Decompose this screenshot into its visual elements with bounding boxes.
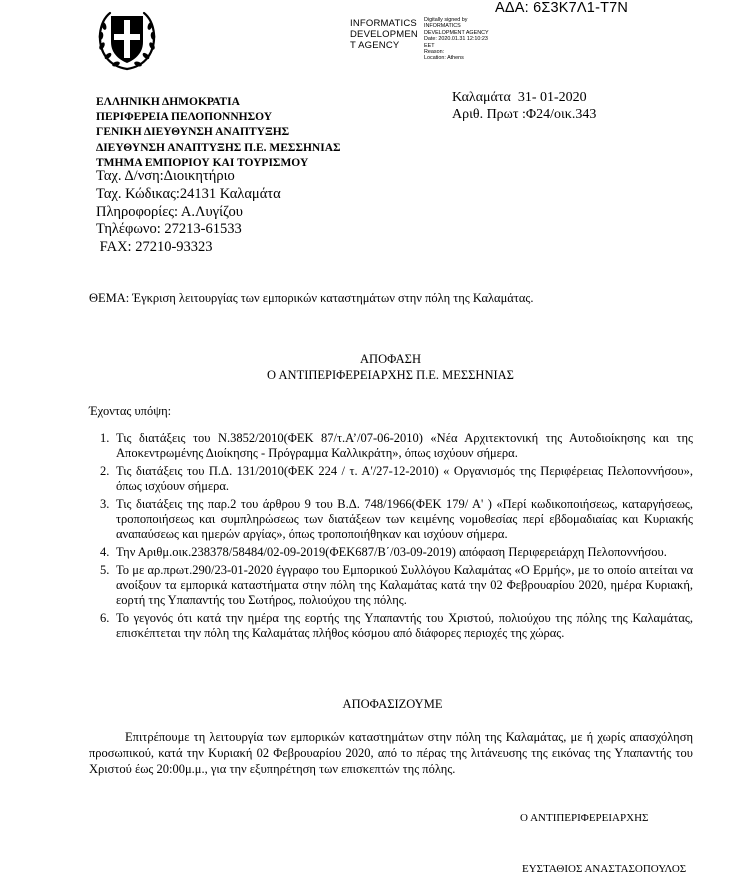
contact-line: Πληροφορίες: Α.Λυγίζου <box>96 203 243 220</box>
list-item <box>89 497 693 542</box>
list-item-number: 4. <box>100 545 110 559</box>
list-item <box>89 464 693 494</box>
greek-coat-of-arms-icon <box>96 8 158 72</box>
list-item-text: Το με αρ.πρωτ.290/23-01-2020 έγγραφο του Εμπορικού Συλλόγου Καλαμάτας «Ο Ερμής», με το οποίο αιτείται να ανοίξουν τα εμπορικά καταστήματα στην πόλη της Καλαμάτας κατά την 02 Φεβρουαρίου 2020, ημέρα Κυριακή, εορτή της Υπαπαντής του Σωτήρος, πολιούχου της πόλης. <box>116 563 693 607</box>
issuer-line: ΔΙΕΥΘΥΝΣΗ ΑΝΑΠΤΥΞΗΣ Π.Ε. ΜΕΣΣΗΝΙΑΣ <box>96 141 341 154</box>
protocol-number: Αριθ. Πρωτ :Φ24/οικ.343 <box>452 107 597 122</box>
list-item-text: Τις διατάξεις του Ν.3852/2010(ΦΕΚ 87/τ.Α’/07-06-2010) «Νέα Αρχιτεκτονική της Αυτοδιοίκησης και της Αποκεντρωμένης Διοίκησης - Πρόγραμμα Καλλικράτη», όπως ισχύουν σήμερα. <box>116 431 693 460</box>
list-item-number: 2. <box>100 464 110 478</box>
list-item <box>89 545 693 560</box>
signer-title: Ο ΑΝΤΙΠΕΡΙΦΕΡΕΙΑΡΧΗΣ <box>520 812 649 824</box>
contact-line: FAX: 27210-93323 <box>96 239 213 256</box>
list-item <box>89 611 693 641</box>
list-item <box>89 563 693 608</box>
signature-detail-line: Location: Athens <box>424 55 464 62</box>
contact-block <box>96 168 281 257</box>
list-item-number: 1. <box>100 431 110 445</box>
subject-line: ΘΕΜΑ: Έγκριση λειτουργίας των εμπορικών καταστημάτων στην πόλη της Καλαμάτας. <box>89 291 534 305</box>
signature-detail-line: Date: 2020.01.31 12:10:23 <box>424 36 488 43</box>
list-item-number: 3. <box>100 497 110 511</box>
list-item-text: Τις διατάξεις της παρ.2 του άρθρου 9 του Β.Δ. 748/1966(ΦΕΚ 179/ Α' ) «Περί κωδικοποιήσεως, καταργήσεως, τροποποιήσεως και συμπληρώσεως των διατάξεων των κειμένης νομοθεσίας περί εβδομαδιαίας και Κυριακής αναπαύσεως και ημερών αργίας», όπως τροποποιήθηκαν και ισχύουν σήμερα. <box>116 497 693 541</box>
list-item <box>89 431 693 461</box>
place-date: Καλαμάτα 31- 01-2020 <box>452 90 587 105</box>
issuer-line: ΕΛΛΗΝΙΚΗ ΔΗΜΟΚΡΑΤΙΑ <box>96 96 240 108</box>
considering-label: Έχοντας υπόψη: <box>89 404 172 418</box>
signature-detail-line: EET <box>424 42 435 49</box>
place-and-protocol <box>452 89 596 123</box>
considerations-list <box>89 431 693 644</box>
signature-detail-line: INFORMATICS <box>424 23 461 30</box>
signature-detail-line: Reason: <box>424 49 445 56</box>
ada-code: ΑΔΑ: 6Σ3Κ7Λ1-Τ7Ν <box>495 0 629 16</box>
signature-details <box>424 17 489 62</box>
issuer-line: ΤΜΗΜΑ ΕΜΠΟΡΙΟΥ ΚΑΙ ΤΟΥΡΙΣΜΟΥ <box>96 156 309 169</box>
list-item-number: 5. <box>100 563 110 577</box>
list-item-text: Την Αριθμ.οικ.238378/58484/02-09-2019(ΦΕΚ687/Β΄/03-09-2019) απόφαση Περιφερειάρχη Πελοποννήσου. <box>116 545 667 559</box>
issuer-line: ΓΕΝΙΚΗ ΔΙΕΥΘΥΝΣΗ ΑΝΑΠΤΥΞΗΣ <box>96 126 290 139</box>
list-item-text: Τις διατάξεις του Π.Δ. 131/2010(ΦΕΚ 224 / τ. Α'/27-12-2010) « Οργανισμός της Περιφέρειας Πελοποννήσου», όπως ισχύουν σήμερα. <box>116 464 693 493</box>
signature-org-line: INFORMATICS <box>350 18 417 29</box>
list-item-text: Το γεγονός ότι κατά την ημέρα της εορτής της Υπαπαντής του Χριστού, πολιούχου της πόλης της Καλαμάτας, επισκέπτεται την πόλη της Καλαμάτας πλήθος κόσμου από διάφορες περιοχές της χώρας. <box>116 611 693 640</box>
signer-name: ΕΥΣΤΑΘΙΟΣ ΑΝΑΣΤΑΣΟΠΟΥΛΟΣ <box>522 863 687 875</box>
decide-heading-text: ΑΠΟΦΑΣΙΖΟΥΜΕ <box>342 697 443 711</box>
contact-line: Ταχ. Δ/νση:Διοικητήριο <box>96 168 235 184</box>
issuer-block <box>96 95 341 171</box>
signature-org-line: DEVELOPMEN <box>350 29 418 40</box>
signature-detail-line: Digitally signed by <box>424 17 468 23</box>
signature-detail-line: DEVELOPMENT AGENCY <box>424 29 489 36</box>
decide-heading <box>0 697 741 712</box>
list-item-number: 6. <box>100 611 110 625</box>
contact-line: Τηλέφωνο: 27213-61533 <box>96 221 242 238</box>
decision-authority: Ο ΑΝΤΙΠΕΡΙΦΕΡΕΙΑΡΧΗΣ Π.Ε. ΜΕΣΣΗΝΙΑΣ <box>267 368 514 382</box>
decision-title: ΑΠΟΦΑΣΗ <box>360 352 421 366</box>
contact-line: Ταχ. Κώδικας:24131 Καλαμάτα <box>96 185 281 202</box>
signature-org-line: T AGENCY <box>350 40 400 51</box>
signature-organization <box>350 18 418 51</box>
decision-heading <box>0 351 741 383</box>
decision-text: Επιτρέπουμε τη λειτουργία των εμπορικών καταστημάτων στην πόλη της Καλαμάτας, με ή χωρίς απασχόληση προσωπικού, κατά την Κυριακή 02 Φεβρουαρίου 2020, από το πέρας της λιτάνευσης της εικόνας της Υπαπαντής του Χριστού έως 20:00μ.μ., για την εξυπηρέτηση των επισκεπτών της πόλης. <box>89 730 693 776</box>
issuer-line: ΠΕΡΙΦΕΡΕΙΑ ΠΕΛΟΠΟΝΝΗΣΟΥ <box>96 111 273 124</box>
